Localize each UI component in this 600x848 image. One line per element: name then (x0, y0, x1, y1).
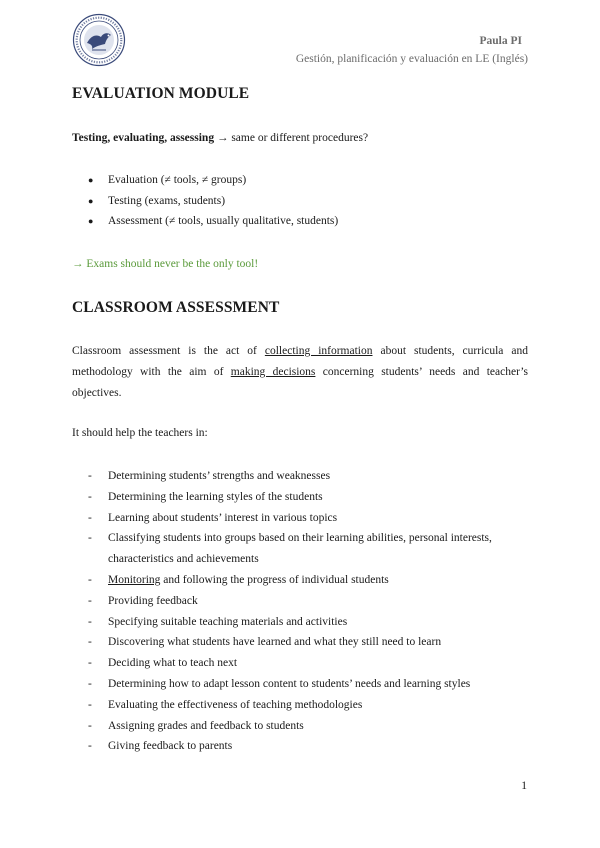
list-item: - Learning about students’ interest in various topics (72, 508, 528, 529)
list-item-underline-monitoring: Monitoring (108, 573, 161, 586)
definition-paragraph (72, 341, 528, 404)
bullet-item: ● Testing (exams, students) (72, 191, 338, 212)
list-item: - Giving feedback to parents (72, 736, 528, 757)
header-author: Paula PI (479, 35, 522, 47)
para-text: concerning students’ needs and teacher’s objectives. (72, 366, 529, 399)
list-item: - Discovering what students have learned and what they still need to learn (72, 632, 528, 653)
list-item: - Determining how to adapt lesson content to students’ needs and learning styles (72, 674, 528, 695)
para-underline-collecting: collecting information (264, 345, 373, 357)
list-item: - Classifying students into groups based on their learning abilities, personal interests, characteristics and achievements (72, 528, 528, 570)
question-line (72, 132, 368, 144)
list-item: - Evaluating the effectiveness of teaching methodologies (72, 695, 528, 716)
para-underline-decisions: making decisions (230, 366, 316, 378)
list-item: - Providing feedback (72, 591, 528, 612)
bullet-item: ● Assessment (≠ tools, usually qualitative, students) (72, 211, 338, 232)
para-text: Classroom assessment is the act of (72, 345, 265, 357)
section-title-evaluation-module: EVALUATION MODULE (72, 85, 250, 102)
evaluation-bullet-list (72, 170, 338, 232)
list-item: - Specifying suitable teaching materials and activities (72, 612, 528, 633)
university-seal-logo (72, 13, 126, 67)
header-course: Gestión, planificación y evaluación en LE (Inglés) (295, 53, 528, 65)
list-item (72, 570, 528, 591)
list-item: - Assigning grades and feedback to students (72, 716, 528, 737)
teacher-help-list (72, 466, 528, 757)
page-number: 1 (521, 780, 527, 792)
list-item-text: and following the progress of individual students (160, 573, 389, 586)
list-item: - Deciding what to teach next (72, 653, 528, 674)
exams-note: → Exams should never be the only tool! (72, 258, 259, 270)
question-bold: Testing, evaluating, assessing (72, 132, 215, 144)
question-rest: → same or different procedures? (214, 132, 369, 144)
section-title-classroom-assessment: CLASSROOM ASSESSMENT (72, 299, 280, 316)
para-text: about students, curricula and methodology with the aim of (72, 345, 528, 378)
list-item: - Determining the learning styles of the students (72, 487, 528, 508)
list-item: - Determining students’ strengths and weaknesses (72, 466, 528, 487)
bullet-item: ● Evaluation (≠ tools, ≠ groups) (72, 170, 338, 191)
intro-line: It should help the teachers in: (72, 427, 208, 439)
